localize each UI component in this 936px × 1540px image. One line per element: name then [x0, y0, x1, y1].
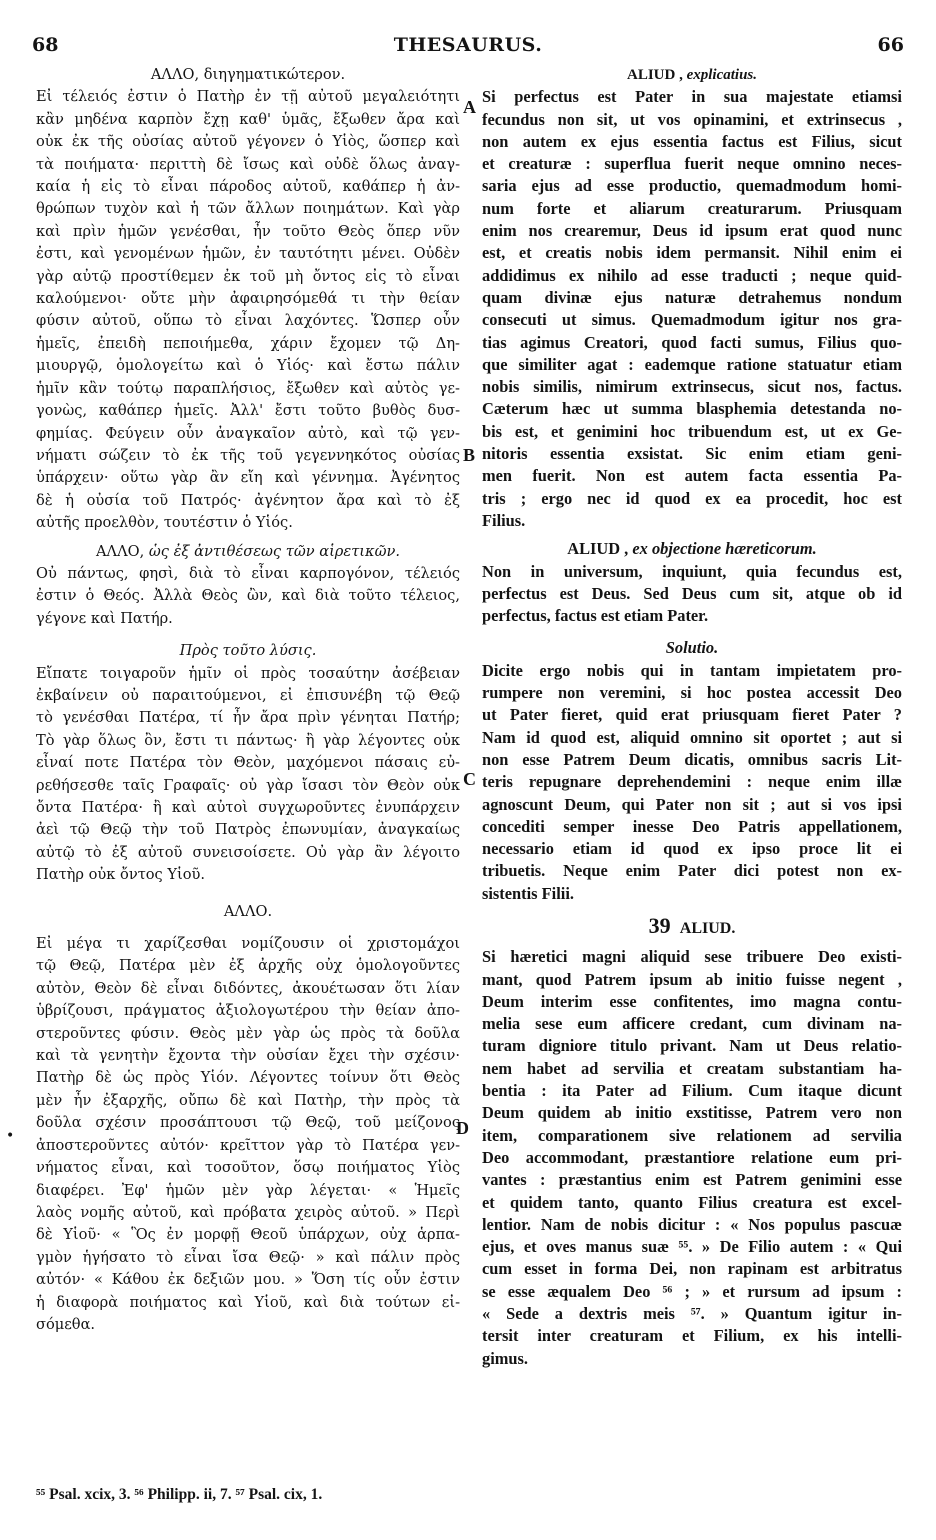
latin-heading-2	[482, 538, 902, 560]
text-line: λαὸς νομῆς αὐτοῦ, καὶ πρόβατα χειρὸς αὐτοῦ. » Περὶ	[36, 1203, 460, 1221]
text-line: tris ; ergo nec id quod ex ea procedit, hoc est	[482, 488, 902, 508]
text-line: νήματι σώζειν τὸ ἐκ τῆς τοῦ γεγεννηκότος οὐσίας	[36, 446, 460, 464]
text-line: Πατὴρ οὐκ ὄντος Υἱοῦ.	[36, 866, 206, 884]
text-line: Οὐ πάντως, φησὶ, διὰ τὸ εἶναι καρπογόνον, τέλειός	[36, 564, 460, 582]
page-number-left: 68	[32, 34, 59, 56]
text-line: ὑπάρχειν· οὕτω γὰρ ἂν εἴη καὶ γέννημα. Ἀγένητος	[36, 469, 460, 487]
page-number-right: 66	[877, 34, 904, 56]
text-line: se esse æqualem Deo ⁵⁶ ; » et rursum ad ipsum :	[482, 1281, 902, 1301]
text-line: tersit inter creaturam et Filium, ex his intelli-	[482, 1326, 902, 1346]
text-line: nitoris essentia exsistat. Sic enim etiam geni-	[482, 444, 902, 464]
text-line: ἡμῖν κἂν τούτῳ παραπλήσιος, ἔξωθεν καὶ αὐτὸς γε-	[36, 379, 460, 397]
text-line: lentior. Nam de nobis dicitur : « Nos populus pascuæ	[482, 1214, 902, 1234]
text-line: et creaturæ : superflua fuerit neque omnino neces-	[482, 154, 902, 174]
running-title: THESAURUS.	[393, 34, 543, 56]
text-line: Si perfectus est Pater in sua majestate etiamsi	[482, 87, 902, 107]
text-line: Nam id quod est, aliquid omnino sit oportet ; aut si	[482, 727, 902, 747]
text-line: ἐστιν ὁ Θεός. Ἀλλὰ Θεὸς ὢν, καὶ διὰ τοῦτο τέλειος,	[36, 587, 460, 605]
text-line: αὐτῷ τὸ ἐξ αὐτοῦ συνεισοίσετε. Οὐ γὰρ ἂν λέγοιτο	[36, 843, 460, 861]
text-line: τὰ ποιήματα· περιττὴ δὲ ἴσως καὶ οὐδὲ ὅλως ἀναγ-	[36, 155, 460, 173]
text-line: Εἰ τέλειός ἐστιν ὁ Πατὴρ ἐν τῇ αὐτοῦ μεγαλειότητι	[36, 88, 460, 106]
text-line: φημίας. Φεύγειν οὖν ἀναγκαῖον αὐτὸ, καὶ τῷ γεν-	[36, 424, 460, 442]
text-line: necessario etiam id quod ex ipso proce lit ei	[482, 839, 902, 859]
text-line: mant, quod Patrem ipsum ab initio fuisse negent ,	[482, 969, 902, 989]
latin-heading-1-plain: ALIUD ,	[626, 67, 683, 83]
latin-heading-4-title: ALIUD.	[679, 919, 736, 937]
greek-heading-2	[36, 541, 460, 563]
text-line: δοῦλα σχέσιν προσάπτουσι τῷ Θεῷ, τοῦ μείζονος	[36, 1114, 460, 1132]
text-line: Deum interim esse confitentes, imo magna contu-	[482, 991, 902, 1011]
text-line: Non in universum, inquiunt, quia fecundus est,	[482, 561, 902, 581]
text-line: tribuetis. Neque enim Pater dici potest non ex-	[482, 861, 902, 881]
latin-heading-2-italic: ex objectione hæreticorum.	[632, 539, 817, 559]
text-line: οὐκ ἐκ τῆς οὐσίας αὐτοῦ γέγονεν ὁ Υἱὸς, ὥσπερ καὶ	[36, 133, 460, 151]
text-line: τὸ γενέσθαι Πατέρα, τί ἦν ἄρα πρὶν γένηται Πατήρ;	[36, 709, 460, 727]
latin-section-2	[482, 561, 902, 628]
text-line: que similiter agat : eademque ratione statuatur etiam	[482, 354, 902, 374]
text-line: δὲ Υἱοῦ· « Ὃς ἐν μορφῇ Θεοῦ ὑπάρχων, οὐχ ἁρπα-	[36, 1226, 460, 1244]
text-line: est, et creatis nobis idem permansit. Nihil enim ei	[482, 243, 902, 263]
text-line: τῷ Θεῷ, Πατέρα μὲν ἐξ ἀρχῆς οὐχ ὁμολογοῦντες	[36, 957, 460, 975]
greek-heading-2-italic: ὡς ἐξ ἀντιθέσεως τῶν αἱρετικῶν.	[148, 542, 400, 560]
text-line: men fuerit. Non est autem facta essentia Pa-	[482, 466, 902, 486]
latin-heading-4	[482, 912, 902, 940]
footnotes: ⁵⁵ Psal. xcix, 3. ⁵⁶ Philipp. ii, 7. ⁵⁷ Psal. cix, 1.	[36, 1486, 323, 1503]
text-line: Εἴπατε τοιγαροῦν ἡμῖν οἱ πρὸς τοσαύτην ἀσέβειαν	[36, 664, 460, 682]
text-line: num forte et aliarum creaturarum. Priusquam	[482, 198, 902, 218]
text-line: μιουργῷ, ὁμολογείτω καὶ ὁ Υἱός· καὶ ἔστω πάλιν	[36, 357, 460, 375]
margin-mark-b: B	[463, 445, 476, 465]
text-line: Εἰ μέγα τι χαρίζεσθαι νομίζουσιν οἱ χριστομάχοι	[36, 935, 460, 953]
text-line: ejus, et oves manus suæ ⁵⁵. » De Filio autem : « Qui	[482, 1237, 902, 1257]
text-line: ut Pater fieret, quid erat priusquam fieret Pater ?	[482, 705, 902, 725]
greek-column	[36, 64, 460, 1336]
text-line: consecuti ut simus. Quemadmodum igitur nos gra-	[482, 310, 902, 330]
greek-section-3	[36, 663, 460, 887]
greek-heading-3: Πρὸς τοῦτο λύσις.	[179, 642, 317, 660]
text-line: Deo accommodant, præstantiore relatione eum pri-	[482, 1147, 902, 1167]
text-line: agnoscunt Deum, qui Pater non sit ; aut si vos ipsi	[482, 794, 902, 814]
text-line: quam divinæ ejus naturæ detrahemus nondum	[482, 287, 902, 307]
text-line: γέγονε καὶ Πατήρ.	[36, 609, 173, 627]
text-line: καία ἡ εἰς τὸ εἶναι πάροδος αὐτοῦ, καθάπερ ἡ ἀν-	[36, 178, 460, 196]
text-line: ρεθήσεσθε ταῖς Γραφαῖς· οὐ γὰρ ἴσασι τὸν Θεὸν οὐκ	[36, 776, 460, 794]
text-line: Dicite ergo nobis qui in tantam impietatem pro-	[482, 660, 902, 680]
greek-heading-1: ΑΛΛΟ, διηγηματικώτερον.	[150, 66, 346, 83]
text-line: et quidem tanto, quanto Filius creatura est excel-	[482, 1192, 902, 1212]
latin-column	[482, 64, 902, 1370]
text-line: nem habet ad servilia et creatam substantiam ha-	[482, 1058, 902, 1078]
text-line: concediti semper inesse Deo Patris appellationem,	[482, 816, 902, 836]
text-line: « Sede a dextris meis ⁵⁷. » Quantum igitur in-	[482, 1304, 902, 1324]
text-line: θρώπων τυχὸν καὶ ἡ τῶν ἄλλων ποιημάτων. Καὶ γὰρ	[36, 200, 460, 218]
text-line: καλούμενοι· οὔτε μὴν ἀφαιρησόμεθά τι τὴν θείαν	[36, 290, 460, 308]
latin-heading-2-plain: ALIUD ,	[567, 539, 629, 559]
text-line: φύσιν αὐτοῦ, οὕπω τὸ εἶναι λαχόντες. Ὥσπερ οὖν	[36, 312, 460, 330]
text-line: bentia : ita Pater ad Filium. Cum itaque dicunt	[482, 1081, 902, 1101]
text-line: καὶ πρὶν ἡμῶν γενέσθαι, ἦν τοῦτο Θεὸς ὅπερ νῦν	[36, 222, 460, 240]
text-line: ἀεὶ τῷ Θεῷ τὴν τοῦ Πατρὸς ἐπωνυμίαν, ἀναγκαίως	[36, 821, 460, 839]
text-line: bis est, et genimini hoc tribuendum est, ut ex Ge-	[482, 421, 902, 441]
text-line: saria ejus ad esse productio, quemadmodum homi-	[482, 176, 902, 196]
text-line: Filius.	[482, 510, 526, 530]
text-line: melia sese eum afficere credant, cum divinam na-	[482, 1014, 902, 1034]
margin-mark-a: A	[463, 97, 476, 117]
greek-heading-2-plain: ΑΛΛΟ,	[96, 542, 145, 560]
text-line: nobis similis, nimirum extrinsecus, sicut nos, factus.	[482, 377, 902, 397]
greek-heading-4: ΑΛΛΟ.	[223, 902, 273, 920]
text-line: Deum quidem ab initio exstitisse, Patrem vero non	[482, 1103, 902, 1123]
text-line: γὰρ αὐτῷ προστίθεμεν ἐκ τοῦ μὴ ὄντος εἰς τὸ εἶναι	[36, 267, 460, 285]
text-line: στεροῦντες φύσιν. Θεὸς μὲν γὰρ ὡς πρὸς τὰ δοῦλα	[36, 1024, 460, 1042]
section-number: 39	[648, 912, 671, 938]
text-line: μὲν ἦν ἐξαρχῆς, οὔπω δὲ καὶ Πατὴρ, τὴν πρὸς τὰ	[36, 1091, 460, 1109]
text-line: ἐκβαίνειν οὐ παραιτούμενοι, εἰ ἐπισυνέβη τῷ Θεῷ	[36, 686, 460, 704]
text-line: gimus.	[482, 1348, 528, 1368]
text-line: Cæterum hæc ut summa blasphemia detestanda no-	[482, 399, 902, 419]
latin-section-4	[482, 946, 902, 1370]
text-line: διαφέρει. Ἐφ' ἡμῶν μὲν γὰρ λέγεται· « Ἡμεῖς	[36, 1181, 460, 1199]
text-line: Τὸ γὰρ ὅλως ὂν, ἔστι τι πάντως· ἢ γὰρ λέγοντες οὐκ	[36, 731, 460, 749]
text-line: turam digniore titulo privant. Nam ut Deus relatio-	[482, 1036, 902, 1056]
text-line: Si hæretici magni aliquid sese tribuere Deo existi-	[482, 947, 902, 967]
text-line: σόμεθα.	[36, 1315, 96, 1333]
text-line: γμὸν ἡγήσατο τὸ εἶναι ἴσα Θεῷ· » καὶ πάλιν πρὸς	[36, 1248, 460, 1266]
text-line: fecundus non sit, ut vos opinamini, et extrinsecus ,	[482, 109, 902, 129]
margin-mark-c: C	[463, 769, 476, 789]
stray-dot: •	[6, 1128, 15, 1144]
text-line: αὐτῆς προελθὸν, τουτέστιν ὁ Υἱός.	[36, 514, 293, 532]
greek-section-2	[36, 563, 460, 630]
text-line: perfectus est Deus. Sed Deus cum sit, atque ob id	[482, 583, 902, 603]
margin-mark-d: D	[456, 1118, 469, 1138]
text-line: cum esset in forma Dei, non rapinam est arbitratus	[482, 1259, 902, 1279]
greek-section-4	[36, 933, 460, 1336]
text-line: non autem ex ejus essentia factus est Filius, sicut	[482, 131, 902, 151]
text-line: ὑβρίζουσι, πράγματος ἀξιολογωτέρου τὴν θείαν ἀπο-	[36, 1002, 460, 1020]
text-line: teris repugnare deprehendemini : neque enim illæ	[482, 772, 902, 792]
text-line: κἂν μηδένα καρπὸν ἔχῃ καθ' ὑμᾶς, ἔξωθεν ἄρα καὶ	[36, 110, 460, 128]
text-line: νήματος εἶναι, καὶ τοσοῦτον, ὅσῳ ποιήματος Υἱὸς	[36, 1159, 460, 1177]
latin-section-1	[482, 86, 902, 532]
text-line: tias agimus Creatori, quod facti sumus, Filius quo-	[482, 332, 902, 352]
text-line: item, comparationem sive relationem ad servilia	[482, 1125, 902, 1145]
text-line: ἀποστεροῦντες αὐτόν· κρεῖττον γὰρ τὸ Πατέρα γεν-	[36, 1136, 460, 1154]
text-line: perfectus, factus est etiam Pater.	[482, 606, 709, 626]
text-line: rumpere non veremini, si hoc postea accessit Deo	[482, 683, 902, 703]
text-line: ὄντα Πατέρα· ἢ καὶ αὐτοὶ συγχωροῦντες ἐνυπάρχειν	[36, 799, 460, 816]
text-line: Πατὴρ δὲ ὡς πρὸς Υἱόν. Λέγοντες τοίνυν ὅτι Θεὸς	[36, 1069, 460, 1087]
latin-heading-1	[482, 64, 902, 86]
text-line: αὐτόν· « Κάθου ἐκ δεξιῶν μου. » Ὅση τίς οὖν ἐστιν	[36, 1271, 460, 1289]
latin-heading-1-italic: explicatius.	[686, 67, 757, 83]
text-line: sistentis Filii.	[482, 883, 574, 903]
text-line: vantes : præstantius enim est Patrem genimini esse	[482, 1170, 902, 1190]
text-line: εἶναί ποτε Πατέρα τὸν Θεὸν, μαχόμενοι πάσαις εὐ-	[36, 754, 460, 772]
text-line: γονὼς, καθάπερ ἡμεῖς. Ἀλλ' ἔστι τοῦτο βυθὸς δυσ-	[36, 402, 460, 420]
text-line: addidimus ex nihilo ad esse traducti ; neque quid-	[482, 265, 902, 285]
greek-section-1	[36, 86, 460, 534]
text-line: enim nos crearemur, Deus id ipsum erat quod nunc	[482, 221, 902, 241]
running-header	[32, 34, 904, 58]
latin-section-3	[482, 660, 902, 905]
text-line: ἐστι, καὶ γενομένων ἡμῶν, ἐν ταυτότητι μένει. Οὐδὲν	[36, 245, 460, 263]
latin-heading-3: Solutio.	[665, 638, 719, 658]
text-line: ἡμεῖς, ἐπειδὴ πεποιήμεθα, χάριν ἔχομεν τῷ Δη-	[36, 334, 460, 352]
text-line: αὐτὸν, Θεὸν δὲ εἶναι διδόντες, ἀκουέτωσαν ὅτι λίαν	[36, 979, 460, 997]
text-line: καὶ τὰ γενητὴν ἔχοντα τὴν οὐσίαν ἔχει τὴν σχέσιν·	[36, 1047, 460, 1065]
text-line: ἡ διαφορὰ ποιήματος καὶ Υἱοῦ, καὶ διὰ τούτων εἰ-	[36, 1293, 460, 1311]
text-line: non esse Patrem Deum dicatis, omnibus sacris Lit-	[482, 749, 902, 769]
text-line: δὲ ἡ οὐσία τοῦ Πατρός· ἀγένητον ἄρα καὶ τὸ ἐξ	[36, 491, 460, 509]
